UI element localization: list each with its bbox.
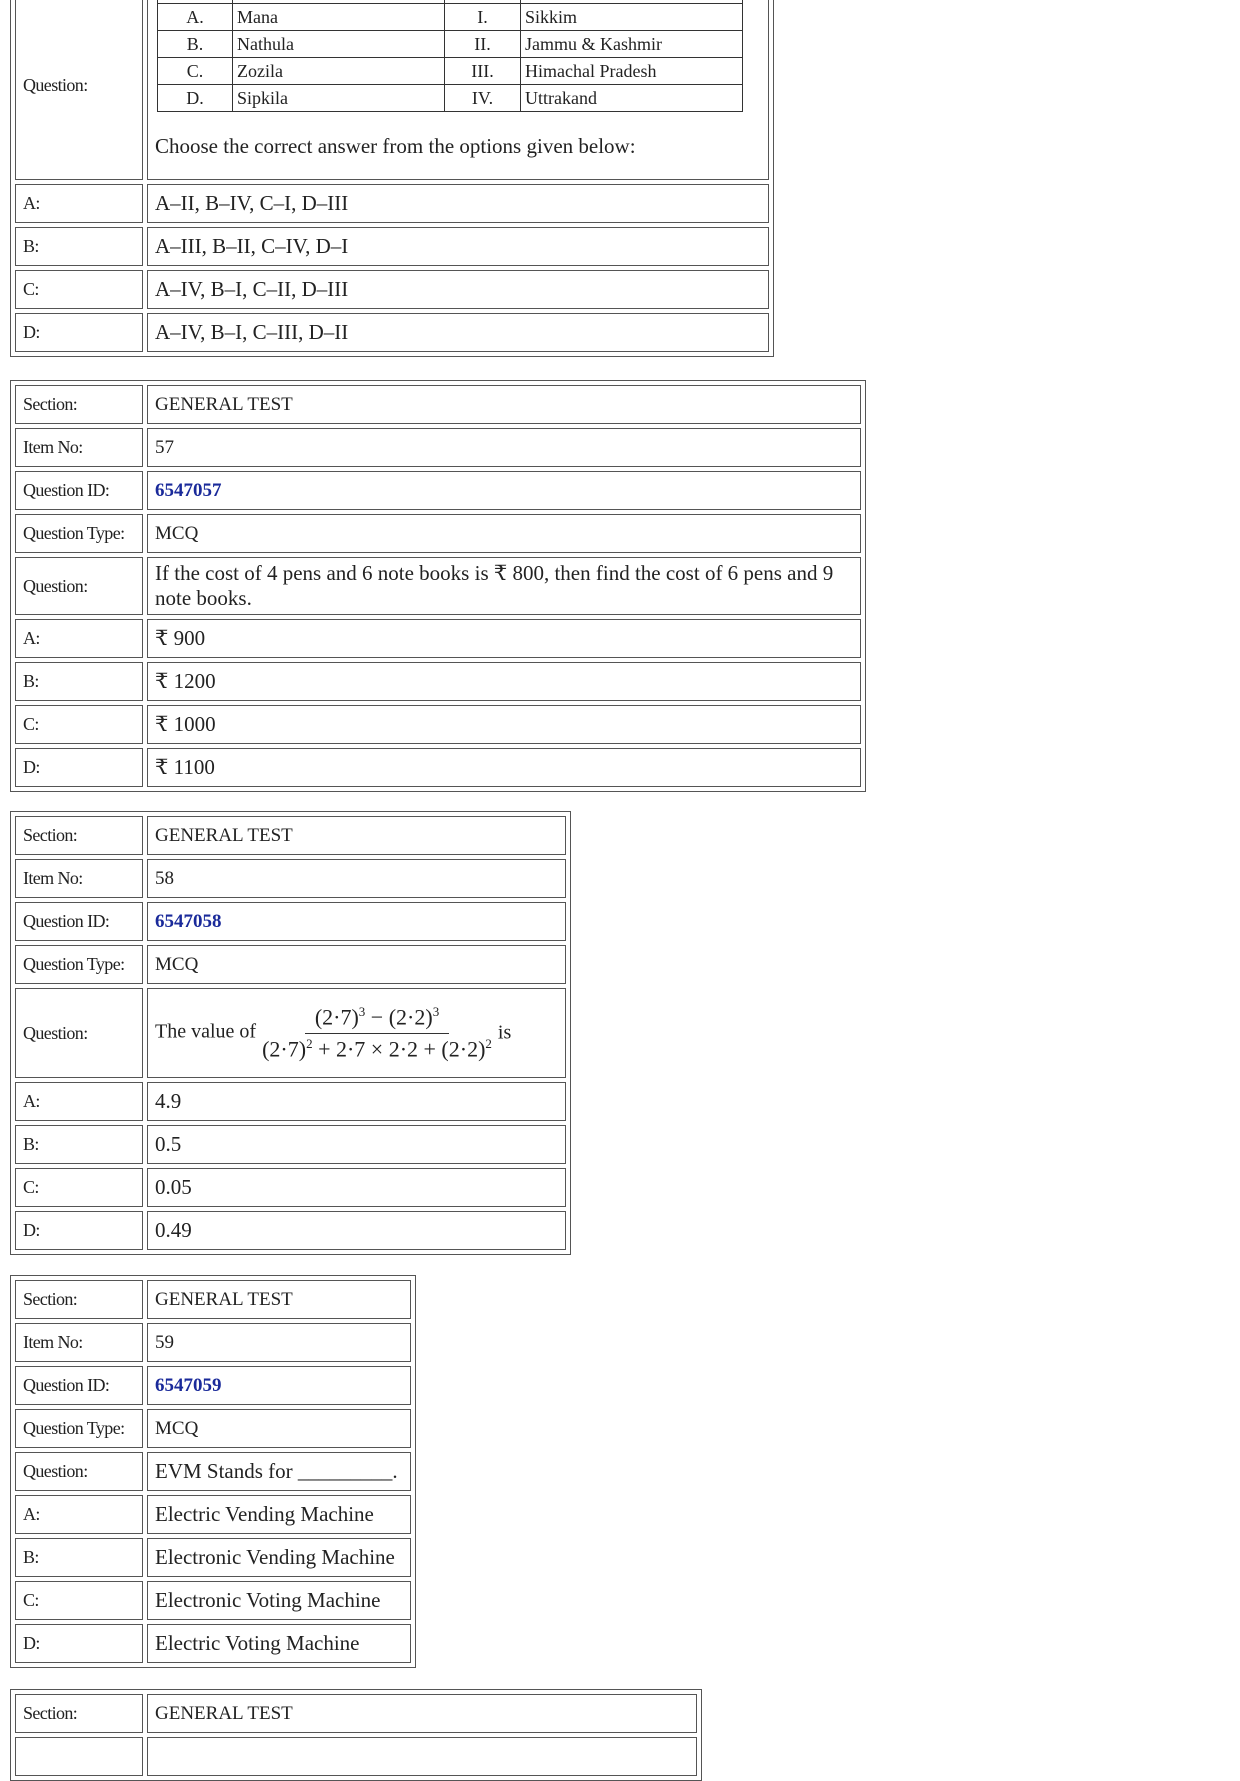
section-value: GENERAL TEST — [147, 385, 861, 424]
question-text — [147, 988, 566, 1078]
question-id-label: Question ID: — [15, 1366, 143, 1405]
item-no-label: Item No: — [15, 859, 143, 898]
question-table-59 — [10, 1275, 416, 1668]
question-type-label: Question Type: — [15, 1409, 143, 1448]
option-c[interactable]: 0.05 — [147, 1168, 566, 1207]
match-row: C. Zozila III. Himachal Pradesh — [158, 58, 743, 85]
option-b-label: B: — [15, 1125, 143, 1164]
option-b-label: B: — [15, 227, 143, 266]
section-label: Section: — [15, 1280, 143, 1319]
option-b[interactable]: ₹ 1200 — [147, 662, 861, 701]
option-c[interactable]: Electronic Voting Machine — [147, 1581, 411, 1620]
option-b-label: B: — [15, 662, 143, 701]
question-label: Question: — [15, 557, 143, 615]
question-id-label: Question ID: — [15, 902, 143, 941]
question-cell — [147, 0, 769, 180]
option-a-label: A: — [15, 1082, 143, 1121]
option-b-label: B: — [15, 1538, 143, 1577]
option-a-label: A: — [15, 619, 143, 658]
question-type-value: MCQ — [147, 945, 566, 984]
question-id-value: 6547057 — [147, 471, 861, 510]
question-type-label: Question Type: — [15, 945, 143, 984]
section-value: GENERAL TEST — [147, 1280, 411, 1319]
section-value: GENERAL TEST — [147, 816, 566, 855]
question-instruction: Choose the correct answer from the options given below: — [155, 134, 636, 158]
option-d-label: D: — [15, 748, 143, 787]
option-d-label: D: — [15, 313, 143, 352]
option-d[interactable]: 0.49 — [147, 1211, 566, 1250]
option-a[interactable]: ₹ 900 — [147, 619, 861, 658]
question-type-value: MCQ — [147, 514, 861, 553]
item-no-label — [15, 1737, 143, 1776]
option-c-label: C: — [15, 1581, 143, 1620]
section-value: GENERAL TEST — [147, 1694, 697, 1733]
section-label: Section: — [15, 385, 143, 424]
option-a[interactable]: 4.9 — [147, 1082, 566, 1121]
option-d[interactable]: ₹ 1100 — [147, 748, 861, 787]
option-a[interactable]: A–II, B–IV, C–I, D–III — [147, 184, 769, 223]
option-b[interactable]: 0.5 — [147, 1125, 566, 1164]
option-b[interactable]: A–III, B–II, C–IV, D–I — [147, 227, 769, 266]
question-prefix: The value of — [155, 1020, 257, 1043]
option-d[interactable]: A–IV, B–I, C–III, D–II — [147, 313, 769, 352]
option-c-label: C: — [15, 705, 143, 744]
item-no-label: Item No: — [15, 428, 143, 467]
item-no-value — [147, 1737, 697, 1776]
item-no-label: Item No: — [15, 1323, 143, 1362]
option-d-label: D: — [15, 1211, 143, 1250]
question-suffix: is — [497, 1021, 512, 1044]
match-row: B. Nathula II. Jammu & Kashmir — [158, 31, 743, 58]
question-label: Question: — [15, 1452, 143, 1491]
option-c[interactable]: A–IV, B–I, C–II, D–III — [147, 270, 769, 309]
match-row: D. Sipkila IV. Uttrakand — [158, 85, 743, 112]
question-label: Question: — [15, 988, 143, 1078]
section-label: Section: — [15, 816, 143, 855]
fraction — [262, 1004, 492, 1062]
question-table-56 — [10, 0, 774, 357]
option-c-label: C: — [15, 1168, 143, 1207]
fraction-numerator: $(2\cdot 7)^3 - (2\cdot 2)^3$ — [305, 1004, 449, 1033]
question-table-60 — [10, 1689, 702, 1781]
match-table — [157, 0, 743, 112]
question-table-57 — [10, 380, 866, 792]
option-a-label: A: — [15, 1495, 143, 1534]
question-table-58 — [10, 811, 571, 1255]
item-no-value: 59 — [147, 1323, 411, 1362]
option-a-label: A: — [15, 184, 143, 223]
question-text: If the cost of 4 pens and 6 note books is ₹ 800, then find the cost of 6 pens and 9 note books. — [147, 557, 861, 615]
section-label: Section: — [15, 1694, 143, 1733]
option-d[interactable]: Electric Voting Machine — [147, 1624, 411, 1663]
option-b[interactable]: Electronic Vending Machine — [147, 1538, 411, 1577]
item-no-value: 57 — [147, 428, 861, 467]
option-d-label: D: — [15, 1624, 143, 1663]
question-label: Question: — [15, 0, 143, 180]
option-c-label: C: — [15, 270, 143, 309]
question-id-value: 6547059 — [147, 1366, 411, 1405]
item-no-value: 58 — [147, 859, 566, 898]
option-a[interactable]: Electric Vending Machine — [147, 1495, 411, 1534]
question-id-value: 6547058 — [147, 902, 566, 941]
match-row: A. Mana I. Sikkim — [158, 4, 743, 31]
question-type-label: Question Type: — [15, 514, 143, 553]
question-id-label: Question ID: — [15, 471, 143, 510]
option-c[interactable]: ₹ 1000 — [147, 705, 861, 744]
question-type-value: MCQ — [147, 1409, 411, 1448]
fraction-denominator: $(2\cdot 7)^2 + 2\cdot 7 \times 2\cdot 2 + (2\cdot 2)^2$ — [262, 1035, 492, 1061]
question-text: EVM Stands for _________. — [147, 1452, 411, 1491]
